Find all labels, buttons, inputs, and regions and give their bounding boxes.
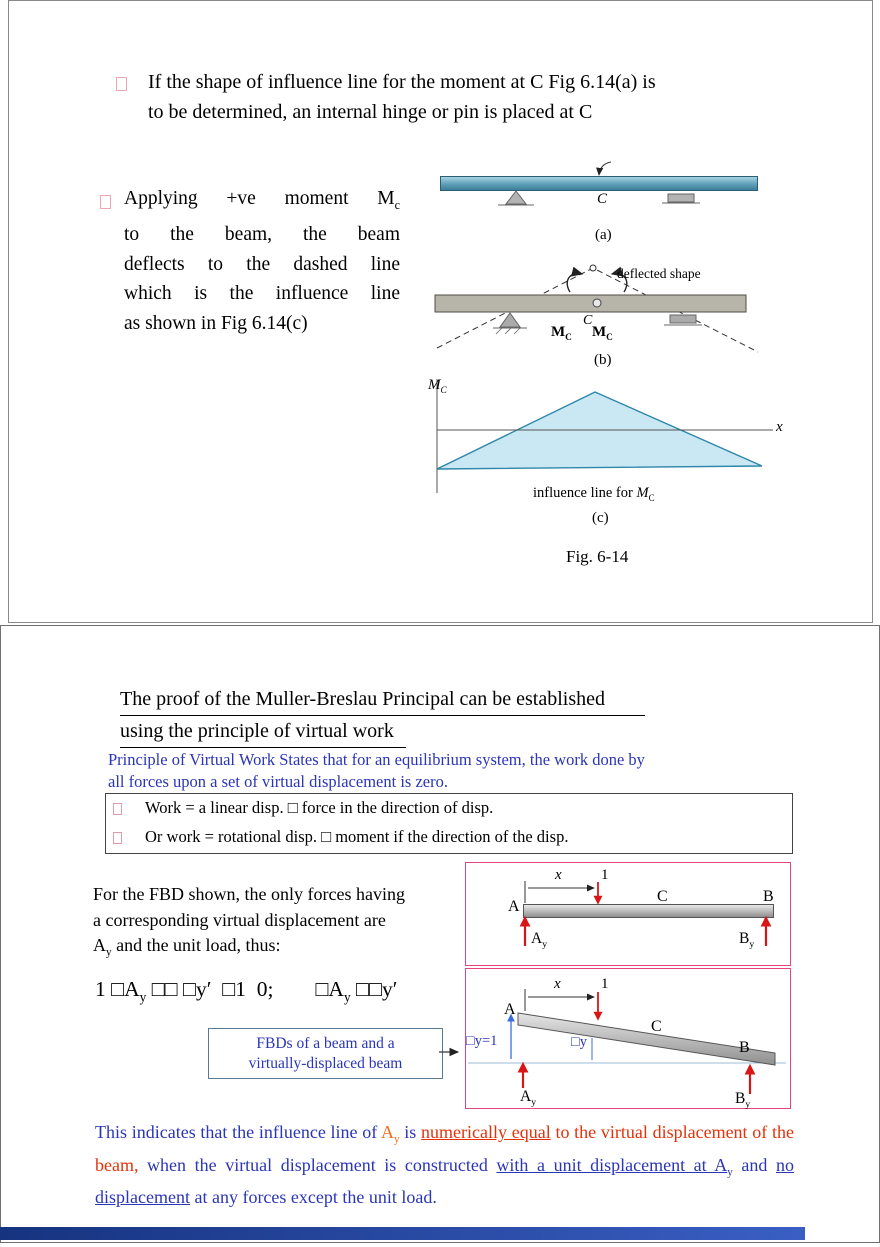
axis-mc-label: $M_C$ [428, 377, 447, 396]
callout-line1: FBDs of a beam and a [256, 1034, 395, 1052]
node-a-label: A [508, 898, 520, 915]
c-leader-arrow-icon [599, 162, 611, 175]
moment-arrow-icon [567, 273, 582, 292]
dy-label: □y [571, 1034, 588, 1050]
point-c-label: C [597, 191, 608, 207]
unit-load-label: 1 [601, 867, 609, 883]
beam-b [435, 295, 746, 312]
bullet1-line1: If the shape of influence line for the moment at C Fig 6.14(a) is [148, 71, 656, 93]
deflection-peak-icon [590, 265, 596, 271]
reaction-by-label: $B_y$ [739, 930, 755, 951]
work-bullet1: Work = a linear disp. □ force in the direction of disp. [145, 798, 494, 817]
axis-x-label: x [776, 419, 783, 435]
callout-arrow-icon [438, 1043, 468, 1061]
reaction-ay-label: $A_y$ [531, 930, 547, 951]
fig-b-label: (b) [594, 352, 612, 368]
bullet2-text [124, 184, 400, 338]
virtual-work-equation: 1 $□A_y$ □□ □y′ □1 0; $□A_y$ □□y′ [95, 977, 398, 1005]
bullet1-line2: to be determined, an internal hinge or pin is placed at C [148, 101, 593, 123]
unit-load-label: 1 [601, 976, 609, 992]
moment-label-left: $M_C$ [551, 324, 572, 343]
bullet-square-icon [113, 803, 122, 815]
work-bullet2: Or work = rotational disp. □ moment if the direction of the disp. [145, 827, 569, 846]
fbd2-beam-displaced [518, 1013, 775, 1065]
roller-support-icon [670, 315, 696, 323]
hatch-line [505, 328, 511, 334]
fbd-line3: $A_y$ and the unit load, thus: [93, 935, 281, 959]
bullet2-line3: deflects to the dashed line [124, 253, 400, 275]
roller-support-icon [668, 194, 694, 202]
point-c-label: C [583, 313, 593, 328]
dim-x-label: x [555, 867, 562, 883]
fig-a-label: (a) [595, 227, 612, 243]
conclusion-paragraph: This indicates that the influence line of $A_y$ is numerically equal to the virtual displacement of the beam, when the virtual displacement is constructed with a unit displacement at $A_y$ and no displacement at any forces except the unit load. [95, 1122, 794, 1208]
bullet-square-icon [113, 832, 122, 844]
node-b-label: B [739, 1039, 750, 1056]
reaction-by-label: $B_y$ [735, 1090, 751, 1111]
bullet-square-icon [116, 77, 127, 91]
title-line1: The proof of the Muller-Breslau Principal can be established [120, 684, 645, 716]
figure-caption: Fig. 6-14 [566, 547, 629, 566]
pin-support-icon [500, 313, 520, 327]
principle-statement [108, 749, 778, 793]
bullet-square-icon [100, 195, 111, 209]
slide2-title [120, 684, 645, 748]
title-line2: using the principle of virtual work [120, 716, 406, 748]
bullet2-line1: Applying +ve moment $M_c$ [124, 188, 400, 212]
node-b-label: B [763, 888, 774, 905]
principle-line2: all forces upon a set of virtual displacement is zero. [108, 772, 448, 791]
fbd-line2: a corresponding virtual displacement are [93, 909, 386, 930]
node-c-label: C [657, 888, 668, 905]
dim-x-label: x [554, 976, 561, 992]
ay-term: $A_y$ [381, 1122, 400, 1146]
unit-displacement-label: □y=1 [466, 1033, 498, 1049]
callout-box [208, 1028, 443, 1079]
hinge-icon [593, 299, 601, 307]
bullet2-line4: which is the influence line [124, 283, 400, 305]
fig-c-label: (c) [592, 510, 609, 526]
bottom-blue-bar [0, 1227, 805, 1240]
reaction-ay-label: $A_y$ [520, 1088, 536, 1109]
influence-line-caption: influence line for $M_C$ [533, 485, 655, 503]
bullet1-text [148, 67, 798, 127]
bullet2-line5: as shown in Fig 6.14(c) [124, 312, 308, 334]
fbd-line1: For the FBD shown, the only forces having [93, 884, 405, 904]
fbd-paragraph [93, 882, 461, 966]
hatch-line [514, 328, 520, 334]
unit-displacement-phrase: with a unit displacement at $A_y$ [496, 1154, 733, 1179]
bullet2-line2: to the beam, the beam [124, 224, 400, 246]
principle-line1: Principle of Virtual Work States that for an equilibrium system, the work done by [108, 750, 645, 769]
fbd2-svg [465, 968, 789, 1107]
node-c-label: C [651, 1018, 662, 1035]
callout-line2: virtually-displaced beam [248, 1054, 403, 1072]
deflected-shape-label: deflected shape [617, 266, 701, 281]
hatch-line [496, 328, 502, 334]
node-a-label: A [504, 1001, 516, 1018]
pin-support-icon [506, 191, 526, 204]
moment-label-right: $M_C$ [592, 324, 613, 343]
